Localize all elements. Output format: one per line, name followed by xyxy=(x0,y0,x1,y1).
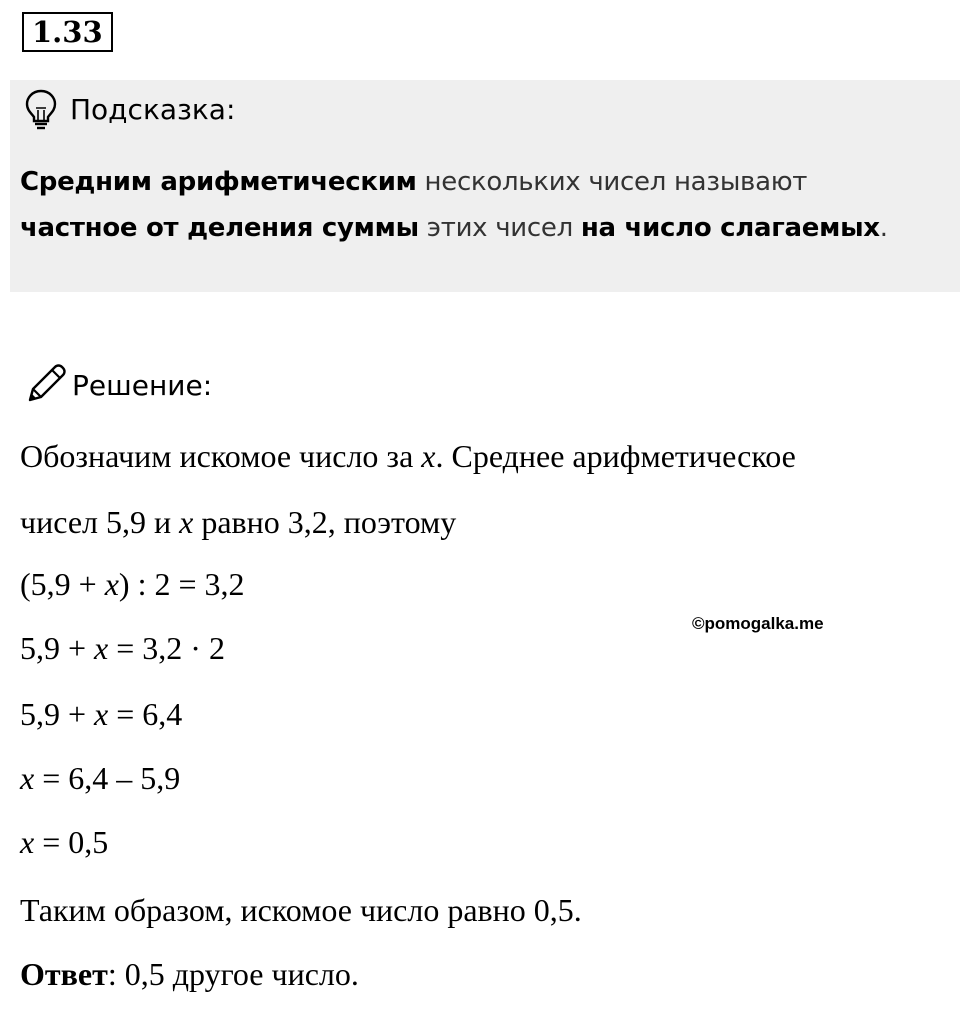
hint-term: на число слагаемых xyxy=(580,213,880,243)
text: = 6,4 – 5,9 xyxy=(34,760,181,796)
variable: x xyxy=(94,630,109,666)
equation-5 xyxy=(20,822,108,862)
variable: x xyxy=(104,566,119,602)
pencil-icon xyxy=(24,362,68,406)
hint-title: Подсказка: xyxy=(70,93,236,126)
conclusion: Таким образом, искомое число равно 0,5. xyxy=(20,892,582,928)
variable: x xyxy=(421,438,436,474)
equation-4 xyxy=(20,758,180,798)
text: (5,9 + xyxy=(20,566,105,602)
watermark: ©pomogalka.me xyxy=(692,614,824,633)
text: 5,9 + xyxy=(20,630,95,666)
text: 5,9 + xyxy=(20,696,95,732)
hint-term: частное от деления суммы xyxy=(20,213,419,243)
text: ) : 2 = 3,2 xyxy=(118,566,245,602)
text: = 6,4 xyxy=(108,696,183,732)
answer-text: : 0,5 другое число. xyxy=(107,956,359,992)
variable: x xyxy=(20,824,35,860)
answer-label: Ответ xyxy=(20,956,108,992)
text: = 3,2 · 2 xyxy=(108,630,225,666)
hint-term: Средним арифметическим xyxy=(20,167,417,197)
hint-line-1 xyxy=(20,162,807,202)
text: . Среднее арифметическое xyxy=(435,438,796,474)
solution-intro-1 xyxy=(20,436,796,476)
answer xyxy=(20,954,359,994)
variable: x xyxy=(20,760,35,796)
hint-text: этих чисел xyxy=(418,213,581,243)
variable: x xyxy=(179,504,194,540)
text: = 0,5 xyxy=(34,824,109,860)
text: Обозначим искомое число за xyxy=(20,438,422,474)
hint-line-2 xyxy=(20,208,888,248)
lightbulb-icon xyxy=(24,88,58,132)
text: чисел 5,9 и xyxy=(20,504,180,540)
solution-title: Решение: xyxy=(72,369,213,402)
equation-3 xyxy=(20,694,182,734)
hint-text: . xyxy=(879,213,888,243)
solution-intro-2 xyxy=(20,502,456,542)
text: равно 3,2, поэтому xyxy=(193,504,457,540)
equation-2 xyxy=(20,628,225,668)
hint-text: нескольких чисел называют xyxy=(416,167,808,197)
problem-number: 1.33 xyxy=(22,12,113,52)
variable: x xyxy=(94,696,109,732)
equation-1 xyxy=(20,564,245,604)
